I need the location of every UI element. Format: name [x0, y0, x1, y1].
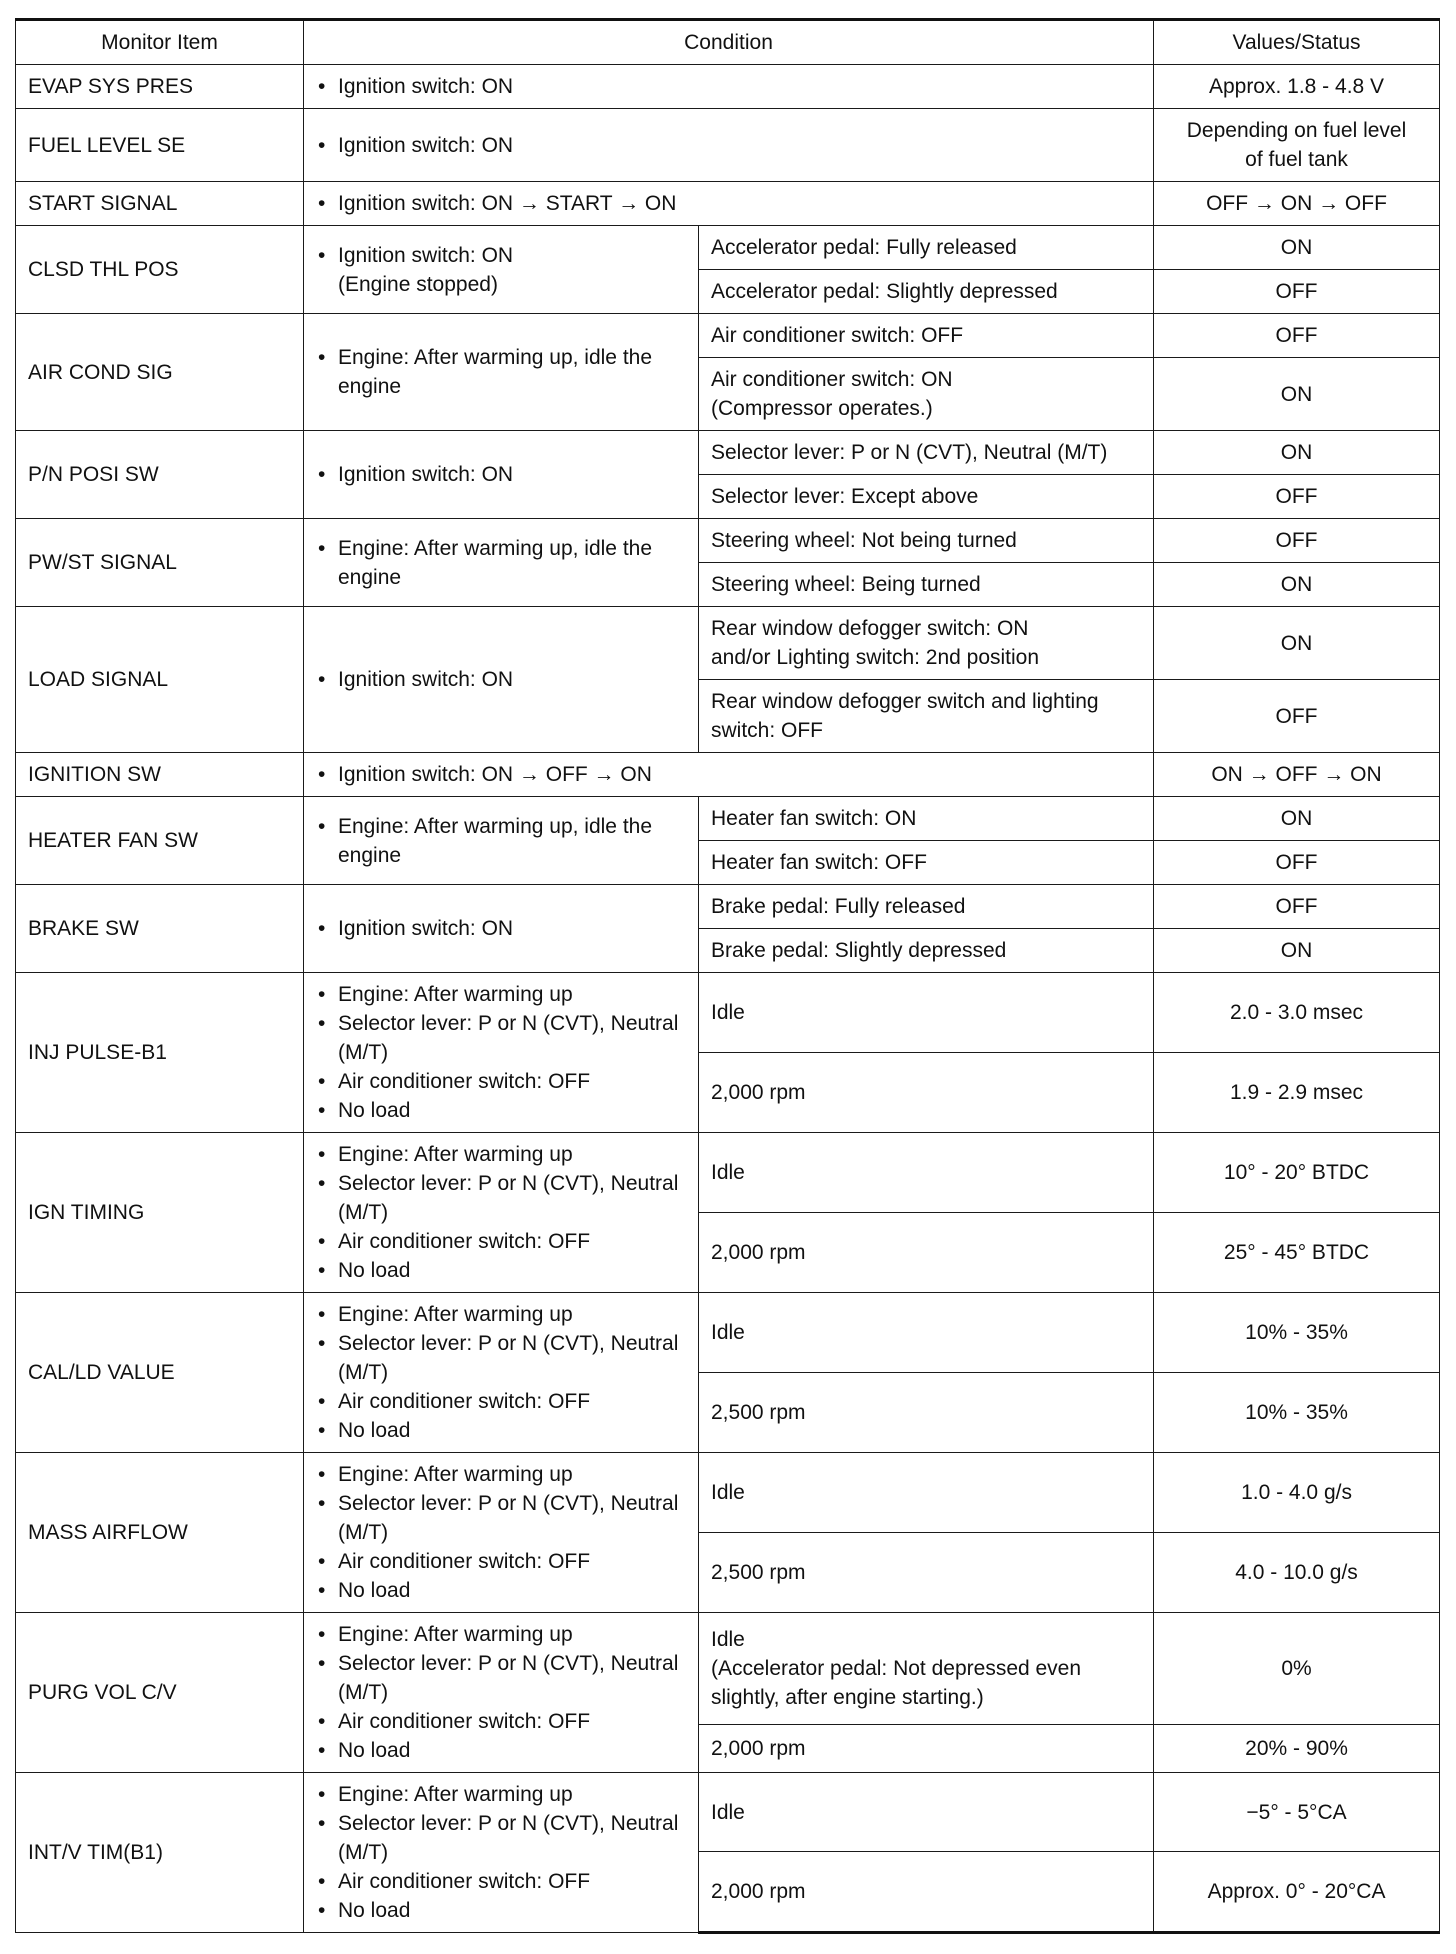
condition-cell	[304, 314, 699, 431]
condition-list	[316, 1300, 686, 1445]
sub-condition: Heater fan switch: OFF	[699, 841, 1154, 885]
spec-document	[15, 18, 1439, 1934]
monitor-item-name: LOAD SIGNAL	[16, 607, 304, 753]
value-status: −5° - 5°CA	[1154, 1773, 1440, 1852]
condition-item: • Engine: After warming up	[316, 1140, 686, 1169]
condition-item: • Ignition switch: ON	[316, 72, 1141, 101]
sub-condition: Steering wheel: Being turned	[699, 563, 1154, 607]
value-status: ON → OFF → ON	[1154, 753, 1440, 797]
condition-item: • Engine: After warming up	[316, 980, 686, 1009]
sub-condition: Idle (Accelerator pedal: Not depressed even slightly, after engine starting.)	[699, 1613, 1154, 1725]
condition-list	[316, 812, 686, 870]
header-condition: Condition	[304, 20, 1154, 65]
sub-condition: Selector lever: Except above	[699, 475, 1154, 519]
value-status: 10% - 35%	[1154, 1293, 1440, 1373]
condition-list	[316, 1140, 686, 1285]
condition-list	[316, 665, 686, 694]
condition-list	[316, 534, 686, 592]
condition-cell	[304, 109, 1154, 182]
sub-condition: 2,500 rpm	[699, 1533, 1154, 1613]
sub-condition: 2,000 rpm	[699, 1724, 1154, 1772]
condition-list	[316, 241, 686, 299]
value-status: 10% - 35%	[1154, 1373, 1440, 1453]
sub-condition: Idle	[699, 1453, 1154, 1533]
value-status: OFF	[1154, 680, 1440, 753]
table-row	[16, 753, 1440, 797]
condition-cell	[304, 1773, 699, 1933]
table-row	[16, 885, 1440, 929]
sub-condition: Accelerator pedal: Fully released	[699, 226, 1154, 270]
header-values-status: Values/Status	[1154, 20, 1440, 65]
sub-condition: Accelerator pedal: Slightly depressed	[699, 270, 1154, 314]
condition-item: • Ignition switch: ON	[316, 460, 686, 489]
condition-cell	[304, 519, 699, 607]
value-status: 25° - 45° BTDC	[1154, 1213, 1440, 1293]
monitor-item-name: BRAKE SW	[16, 885, 304, 973]
value-status: ON	[1154, 358, 1440, 431]
condition-item: • No load	[316, 1896, 686, 1925]
condition-item: • No load	[316, 1096, 686, 1125]
sub-condition: Brake pedal: Fully released	[699, 885, 1154, 929]
monitor-item-name: P/N POSI SW	[16, 431, 304, 519]
condition-list	[316, 189, 1141, 218]
value-status: 4.0 - 10.0 g/s	[1154, 1533, 1440, 1613]
condition-item: • Engine: After warming up	[316, 1300, 686, 1329]
table-row	[16, 1773, 1440, 1852]
table-row	[16, 226, 1440, 270]
condition-item: • Engine: After warming up, idle the engine	[316, 534, 686, 592]
condition-list	[316, 343, 686, 401]
value-status: 20% - 90%	[1154, 1724, 1440, 1772]
table-row	[16, 1133, 1440, 1213]
value-status: Approx. 1.8 - 4.8 V	[1154, 65, 1440, 109]
monitor-item-name: INT/V TIM(B1)	[16, 1773, 304, 1933]
condition-cell	[304, 797, 699, 885]
table-row	[16, 1453, 1440, 1533]
monitor-item-table	[15, 18, 1440, 1934]
value-status: Approx. 0° - 20°CA	[1154, 1852, 1440, 1933]
value-status: OFF	[1154, 270, 1440, 314]
table-row	[16, 519, 1440, 563]
condition-cell	[304, 226, 699, 314]
condition-item: • Ignition switch: ON → OFF → ON	[316, 760, 1141, 789]
condition-cell	[304, 1453, 699, 1613]
value-status: ON	[1154, 563, 1440, 607]
condition-item: • Selector lever: P or N (CVT), Neutral (M/T)	[316, 1489, 686, 1547]
value-status: ON	[1154, 929, 1440, 973]
value-status: ON	[1154, 607, 1440, 680]
value-status: OFF	[1154, 841, 1440, 885]
sub-condition: Rear window defogger switch and lighting switch: OFF	[699, 680, 1154, 753]
value-status: OFF	[1154, 519, 1440, 563]
sub-condition: Idle	[699, 1133, 1154, 1213]
sub-condition: Heater fan switch: ON	[699, 797, 1154, 841]
condition-item: • Air conditioner switch: OFF	[316, 1867, 686, 1896]
condition-item: • Ignition switch: ON → START → ON	[316, 189, 1141, 218]
condition-cell	[304, 607, 699, 753]
value-status: OFF	[1154, 475, 1440, 519]
condition-cell	[304, 1613, 699, 1773]
condition-item: • No load	[316, 1256, 686, 1285]
sub-condition: Idle	[699, 973, 1154, 1053]
header-row	[16, 20, 1440, 65]
sub-condition: 2,000 rpm	[699, 1213, 1154, 1293]
condition-cell	[304, 753, 1154, 797]
condition-cell	[304, 973, 699, 1133]
monitor-item-name: START SIGNAL	[16, 182, 304, 226]
condition-cell	[304, 431, 699, 519]
sub-condition: Brake pedal: Slightly depressed	[699, 929, 1154, 973]
condition-cell	[304, 1133, 699, 1293]
condition-item: • Air conditioner switch: OFF	[316, 1067, 686, 1096]
sub-condition: Idle	[699, 1773, 1154, 1852]
condition-item: • Ignition switch: ON	[316, 914, 686, 943]
monitor-item-name: IGNITION SW	[16, 753, 304, 797]
condition-item: • Engine: After warming up	[316, 1460, 686, 1489]
table-row	[16, 1293, 1440, 1373]
table-row	[16, 431, 1440, 475]
table-row	[16, 314, 1440, 358]
monitor-item-name: CAL/LD VALUE	[16, 1293, 304, 1453]
monitor-item-name: CLSD THL POS	[16, 226, 304, 314]
monitor-item-name: INJ PULSE-B1	[16, 973, 304, 1133]
value-status: 10° - 20° BTDC	[1154, 1133, 1440, 1213]
sub-condition: Selector lever: P or N (CVT), Neutral (M/T)	[699, 431, 1154, 475]
header-monitor-item: Monitor Item	[16, 20, 304, 65]
condition-item: • Selector lever: P or N (CVT), Neutral (M/T)	[316, 1169, 686, 1227]
sub-condition: Air conditioner switch: ON (Compressor operates.)	[699, 358, 1154, 431]
monitor-item-name: FUEL LEVEL SE	[16, 109, 304, 182]
condition-list	[316, 760, 1141, 789]
condition-cell	[304, 885, 699, 973]
condition-cell	[304, 65, 1154, 109]
sub-condition: Steering wheel: Not being turned	[699, 519, 1154, 563]
table-row	[16, 182, 1440, 226]
monitor-item-name: EVAP SYS PRES	[16, 65, 304, 109]
value-status: OFF	[1154, 885, 1440, 929]
condition-list	[316, 1780, 686, 1925]
value-status: ON	[1154, 431, 1440, 475]
sub-condition: Idle	[699, 1293, 1154, 1373]
value-status: OFF → ON → OFF	[1154, 182, 1440, 226]
condition-item: • No load	[316, 1576, 686, 1605]
monitor-item-name: HEATER FAN SW	[16, 797, 304, 885]
sub-condition: 2,000 rpm	[699, 1852, 1154, 1933]
sub-condition: Rear window defogger switch: ON and/or Lighting switch: 2nd position	[699, 607, 1154, 680]
condition-item: • Air conditioner switch: OFF	[316, 1707, 686, 1736]
condition-item: • Air conditioner switch: OFF	[316, 1387, 686, 1416]
condition-item: • Ignition switch: ON	[316, 665, 686, 694]
condition-item: • Air conditioner switch: OFF	[316, 1547, 686, 1576]
condition-list	[316, 1460, 686, 1605]
monitor-item-name: PW/ST SIGNAL	[16, 519, 304, 607]
condition-item: • No load	[316, 1736, 686, 1765]
condition-item: • Ignition switch: ON (Engine stopped)	[316, 241, 686, 299]
condition-item: • Air conditioner switch: OFF	[316, 1227, 686, 1256]
sub-condition: 2,000 rpm	[699, 1053, 1154, 1133]
monitor-item-name: AIR COND SIG	[16, 314, 304, 431]
monitor-item-name: MASS AIRFLOW	[16, 1453, 304, 1613]
value-status: 0%	[1154, 1613, 1440, 1725]
condition-list	[316, 914, 686, 943]
condition-item: • Selector lever: P or N (CVT), Neutral (M/T)	[316, 1329, 686, 1387]
sub-condition: 2,500 rpm	[699, 1373, 1154, 1453]
condition-cell	[304, 1293, 699, 1453]
value-status: ON	[1154, 226, 1440, 270]
table-row	[16, 797, 1440, 841]
condition-cell	[304, 182, 1154, 226]
monitor-item-name: PURG VOL C/V	[16, 1613, 304, 1773]
condition-item: • Engine: After warming up, idle the engine	[316, 812, 686, 870]
condition-item: • Ignition switch: ON	[316, 131, 1141, 160]
condition-item: • Selector lever: P or N (CVT), Neutral (M/T)	[316, 1009, 686, 1067]
value-status: 1.9 - 2.9 msec	[1154, 1053, 1440, 1133]
table-row	[16, 65, 1440, 109]
condition-item: • Engine: After warming up	[316, 1620, 686, 1649]
value-status: OFF	[1154, 314, 1440, 358]
sub-condition: Air conditioner switch: OFF	[699, 314, 1154, 358]
table-row	[16, 973, 1440, 1053]
condition-list	[316, 72, 1141, 101]
table-row	[16, 607, 1440, 680]
condition-item: • Engine: After warming up, idle the engine	[316, 343, 686, 401]
condition-item: • No load	[316, 1416, 686, 1445]
condition-list	[316, 460, 686, 489]
value-status: Depending on fuel level of fuel tank	[1154, 109, 1440, 182]
value-status: 2.0 - 3.0 msec	[1154, 973, 1440, 1053]
condition-item: • Selector lever: P or N (CVT), Neutral (M/T)	[316, 1809, 686, 1867]
condition-item: • Selector lever: P or N (CVT), Neutral (M/T)	[316, 1649, 686, 1707]
condition-list	[316, 1620, 686, 1765]
table-row	[16, 1613, 1440, 1725]
condition-list	[316, 131, 1141, 160]
monitor-item-name: IGN TIMING	[16, 1133, 304, 1293]
table-row	[16, 109, 1440, 182]
value-status: 1.0 - 4.0 g/s	[1154, 1453, 1440, 1533]
value-status: ON	[1154, 797, 1440, 841]
condition-list	[316, 980, 686, 1125]
condition-item: • Engine: After warming up	[316, 1780, 686, 1809]
